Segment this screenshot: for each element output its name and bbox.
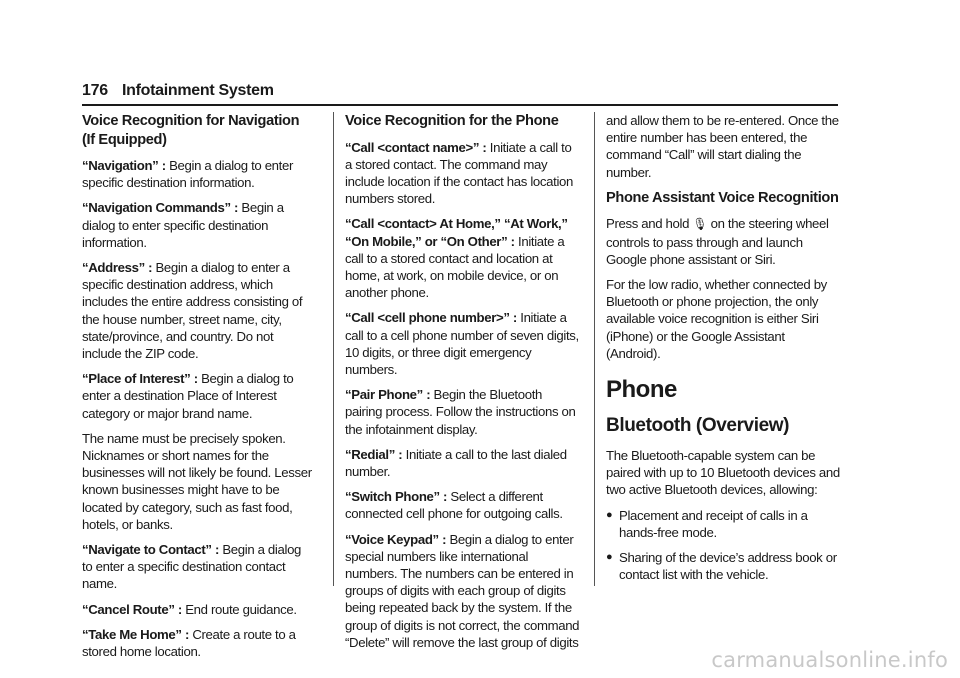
command-term: “Call <contact> At Home,” “At Work,” “On Mobile,” or “On Other” :	[345, 216, 568, 249]
command-entry	[82, 370, 314, 422]
command-entry	[82, 259, 314, 362]
column-3	[606, 112, 842, 591]
command-term: “Voice Keypad” :	[345, 531, 447, 547]
command-desc: End route guidance.	[181, 601, 297, 617]
list-item	[606, 549, 842, 583]
command-entry	[345, 446, 581, 480]
column-1	[82, 112, 314, 668]
bluetooth-heading: Bluetooth (Overview)	[606, 414, 790, 436]
list-item-text: Sharing of the device’s address book or contact list with the vehicle.	[619, 549, 837, 583]
command-term: “Call <contact name>” :	[345, 139, 487, 155]
watermark: carmanualsonline.info	[711, 648, 948, 672]
section-title: Infotainment System	[122, 82, 274, 99]
command-entry	[345, 531, 581, 651]
command-desc: Begin a dialog to enter specific destination information.	[82, 158, 294, 191]
list-item-text: Placement and receipt of calls in a hands-free mode.	[619, 507, 808, 540]
command-entry	[345, 215, 581, 301]
command-desc: Initiate a call to a cell phone number of seven digits, 10 digits, or three digit emergency numbers.	[345, 310, 579, 377]
column-divider-2	[594, 112, 595, 586]
command-term: “Place of Interest” :	[82, 371, 198, 387]
command-entry	[82, 199, 314, 251]
bluetooth-features-list	[606, 507, 842, 584]
nav-voice-heading: Voice Recognition for Navigation (If Equipped)	[82, 113, 300, 148]
column-2	[345, 112, 581, 659]
bluetooth-intro: The Bluetooth-capable system can be paired with up to 10 Bluetooth devices and two active Bluetooth devices, allowing:	[606, 447, 840, 498]
phone-heading: Phone	[606, 375, 677, 403]
assistant-paragraph-1	[606, 215, 842, 268]
assistant-text-before: Press and hold	[606, 216, 693, 232]
bullet-icon: ●	[606, 550, 613, 563]
command-term: “Call <cell phone number>” :	[345, 310, 517, 326]
command-term: “Pair Phone” :	[345, 387, 431, 403]
header-rule	[82, 104, 838, 106]
list-item	[606, 507, 842, 541]
command-desc: Begin a dialog to enter special numbers like international numbers. The numbers can be entered in groups of digits with each group of digits being repeated back by the system. If the group of digits is not correct, the command “Delete” will remove the last group of digits	[345, 531, 580, 650]
command-desc: Begin a dialog to enter a destination Place of Interest category or major brand name.	[82, 371, 294, 421]
command-entry	[82, 541, 314, 593]
command-term: “Switch Phone” :	[345, 489, 448, 505]
command-desc: Initiate a call to the last dialed number.	[345, 446, 567, 479]
command-desc: Begin the Bluetooth pairing process. Follow the instructions on the infotainment display.	[345, 387, 576, 437]
phone-assistant-heading: Phone Assistant Voice Recognition	[606, 189, 839, 206]
command-entry	[82, 157, 314, 191]
command-term: “Address” :	[82, 260, 153, 276]
command-entry	[82, 601, 314, 618]
command-entry	[345, 386, 581, 438]
command-entry	[345, 139, 581, 208]
note-paragraph: The name must be precisely spoken. Nicknames or short names for the businesses will not likely be found. Lesser known businesses might have to be located by category, such as fast food, hotels, or banks.	[82, 430, 312, 532]
continuation-paragraph: and allow them to be re-entered. Once the entire number has been entered, the command “Call” will start dialing the number.	[606, 113, 839, 180]
command-term: “Navigation” :	[82, 158, 166, 173]
page-header	[82, 82, 842, 104]
bullet-icon: ●	[606, 508, 613, 521]
assistant-paragraph-2: For the low radio, whether connected by Bluetooth or phone projection, the only available voice recognition is either Siri (iPhone) or the Google Assistant (Android).	[606, 276, 827, 361]
command-term: “Navigate to Contact” :	[82, 542, 220, 558]
command-desc: Initiate a call to a stored contact. The command may include location if the contact has location numbers stored.	[345, 139, 573, 207]
command-desc: Begin a dialog to enter specific destination information.	[82, 200, 284, 250]
command-desc: Create a route to a stored home location.	[82, 626, 296, 660]
command-term: “Navigation Commands” :	[82, 200, 239, 216]
command-desc: Begin a dialog to enter a specific destination contact name.	[82, 542, 302, 592]
command-entry	[345, 488, 581, 522]
command-term: “Take Me Home” :	[82, 626, 190, 642]
assistant-text-after: on the steering wheel controls to pass through and launch Google phone assistant or Siri.	[606, 216, 829, 267]
command-desc: Initiate a call to a stored contact and location at home, at work, on mobile device, or on another phone.	[345, 233, 565, 301]
command-entry	[82, 626, 314, 660]
phone-voice-heading: Voice Recognition for the Phone	[345, 113, 559, 129]
command-entry	[345, 309, 581, 378]
mic-icon: 🎙︎	[692, 217, 708, 232]
column-divider-1	[333, 112, 334, 586]
command-term: “Cancel Route” :	[82, 601, 182, 617]
command-desc: Select a different connected cell phone for outgoing calls.	[345, 489, 563, 522]
command-desc: Begin a dialog to enter a specific destination address, which includes the entire address consisting of the house number, street name, city, state/province, and country. Do not include the ZIP code.	[82, 260, 303, 362]
command-term: “Redial” :	[345, 446, 403, 462]
page-number: 176	[82, 82, 108, 99]
